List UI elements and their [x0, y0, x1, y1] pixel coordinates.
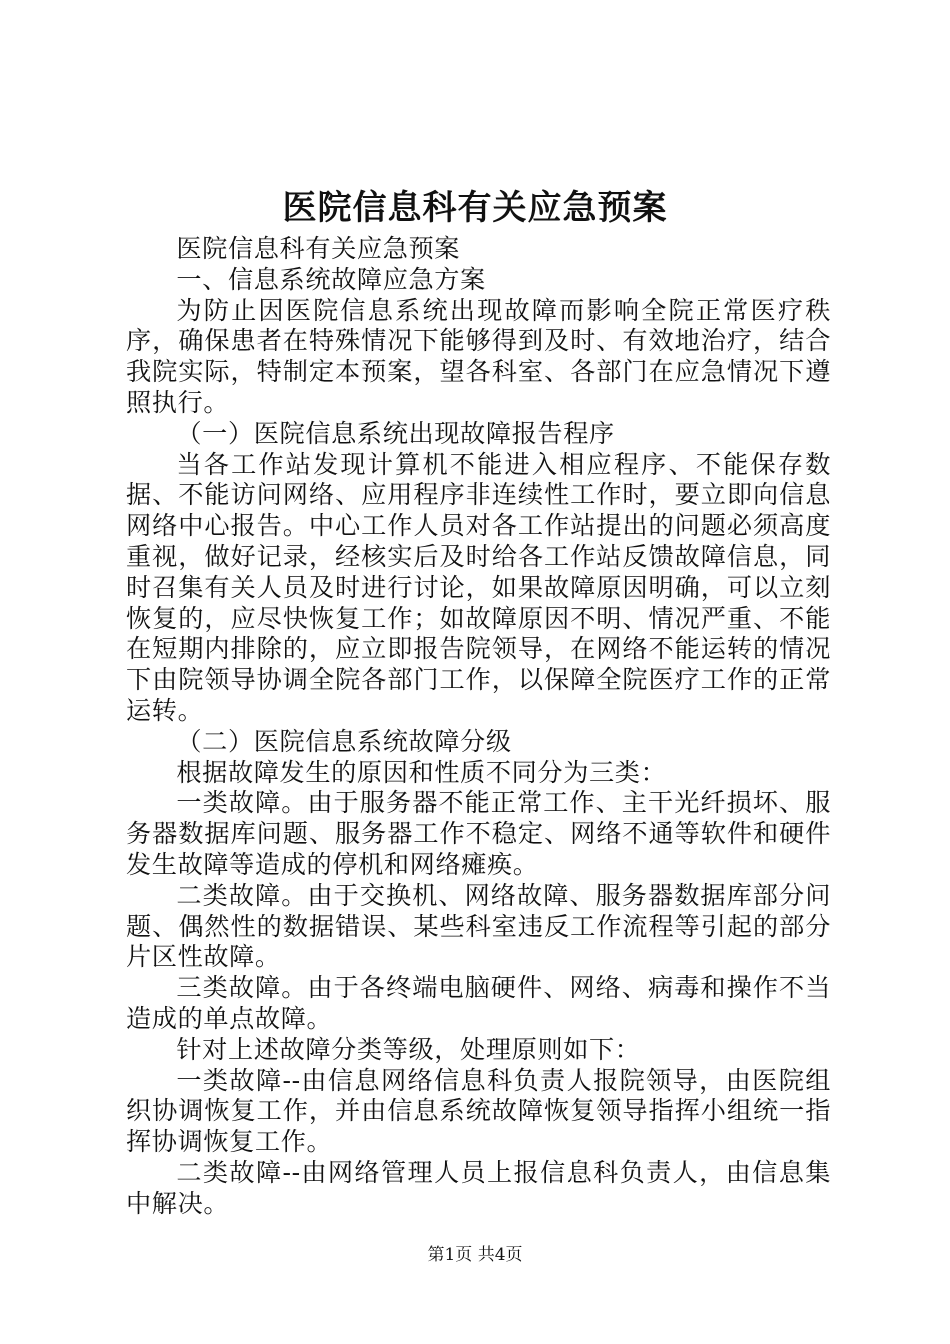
page-footer	[0, 1243, 950, 1267]
paragraph-subtitle: 医院信息科有关应急预案	[176, 234, 461, 263]
page-number: 第1页	[427, 1245, 473, 1265]
paragraph-class-three: 三类故障。由于各终端电脑硬件、网络、病毒和操作不当造成的单点故障。	[126, 973, 831, 1033]
paragraph-class-two: 二类故障。由于交换机、网络故障、服务器数据库部分问题、偶然性的数据错误、某些科室违反工作流程等引起的部分片区性故障。	[126, 880, 831, 972]
page-total: 共4页	[477, 1245, 523, 1265]
paragraph-purpose: 为防止因医院信息系统出现故障而影响全院正常医疗秩序，确保患者在特殊情况下能够得到及时、有效地治疗，结合我院实际，特制定本预案，望各科室、各部门在应急情况下遵照执行。	[126, 295, 831, 417]
document-title: 医院信息科有关应急预案	[282, 188, 668, 228]
paragraph-subheading-grading: （二）医院信息系统故障分级	[176, 726, 512, 756]
paragraph-classification-intro: 根据故障发生的原因和性质不同分为三类：	[176, 757, 667, 787]
document-body	[126, 234, 831, 1220]
paragraph-principle-one: 一类故障--由信息网络信息科负责人报院领导，由医院组织协调恢复工作，并由信息系统故障恢复领导指挥小组统一指挥协调恢复工作。	[126, 1065, 831, 1157]
paragraph-class-one: 一类故障。由于服务器不能正常工作、主干光纤损坏、服务器数据库问题、服务器工作不稳定、网络不通等软件和硬件发生故障等造成的停机和网络瘫痪。	[126, 788, 831, 879]
paragraph-principle-two: 二类故障--由网络管理人员上报信息科负责人，由信息集中解决。	[126, 1157, 831, 1218]
paragraph-report-procedure: 当各工作站发现计算机不能进入相应程序、不能保存数据、不能访问网络、应用程序非连续性工作时，要立即向信息网络中心报告。中心工作人员对各工作站提出的问题必须高度重视，做好记录，经核实后及时给各工作站反馈故障信息，同时召集有关人员及时进行讨论，如果故障原因明确，可以立刻恢复的，应尽快恢复工作；如故障原因不明、情况严重、不能在短期内排除的，应立即报告院领导，在网络不能运转的情况下由院领导协调全院各部门工作，以保障全院医疗工作的正常运转。	[126, 449, 831, 725]
paragraph-section-heading: 一、信息系统故障应急方案	[176, 264, 486, 294]
paragraph-subheading-report: （一）医院信息系统出现故障报告程序	[176, 418, 615, 448]
paragraph-principles-intro: 针对上述故障分类等级，处理原则如下：	[176, 1034, 641, 1064]
